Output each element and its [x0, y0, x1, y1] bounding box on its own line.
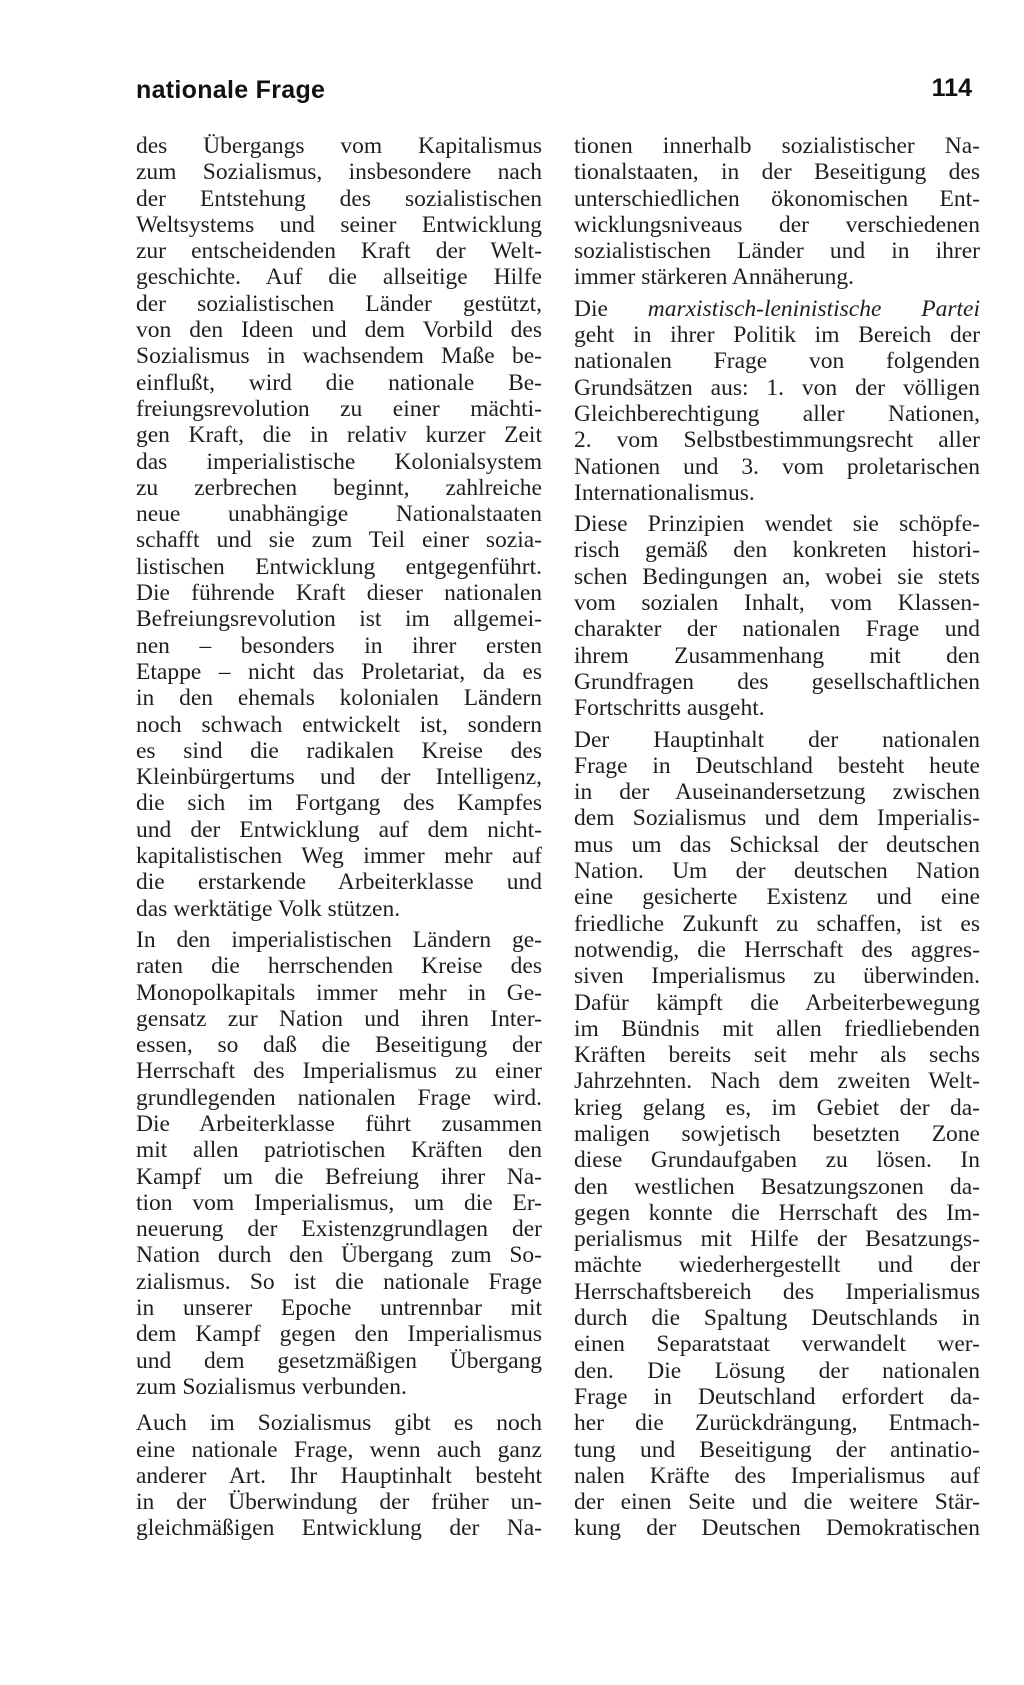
text-line: In den imperialistischen Ländern ge-	[136, 926, 542, 953]
text-line: tionalstaaten, in der Beseitigung des	[574, 159, 980, 186]
right-column	[574, 133, 980, 1542]
text-line: zu zerbrechen beginnt, zahlreiche	[136, 474, 542, 501]
text-line: vom sozialen Inhalt, vom Klassen-	[574, 590, 980, 617]
text-line: gleichmäßigen Entwicklung der Na-	[136, 1515, 542, 1542]
text-line: mit allen patriotischen Kräften den	[136, 1137, 542, 1164]
text-line: krieg gelang es, im Gebiet der da-	[574, 1094, 980, 1121]
text-line: charakter der nationalen Frage und	[574, 616, 980, 643]
text-line: Nation durch den Übergang zum So-	[136, 1242, 542, 1269]
text-line: Auch im Sozialismus gibt es noch	[136, 1410, 542, 1437]
text-line: gen Kraft, die in relativ kurzer Zeit	[136, 422, 542, 449]
text-line: Fortschritts ausgeht.	[574, 695, 765, 722]
text-line: es sind die radikalen Kreise des	[136, 737, 542, 764]
text-line: zum Sozialismus, insbesondere nach	[136, 159, 542, 186]
text-line: geschichte. Auf die allseitige Hilfe	[136, 264, 542, 291]
text-line: siven Imperialismus zu überwinden.	[574, 963, 980, 990]
text-line: im Bündnis mit allen friedliebenden	[574, 1015, 980, 1042]
paragraph	[136, 1410, 542, 1541]
text-line: risch gemäß den konkreten histori-	[574, 537, 980, 564]
text-line: Herrschaft des Imperialismus zu einer	[136, 1058, 542, 1085]
text-line: einen Separatstaat verwandelt wer-	[574, 1331, 980, 1358]
text-line: grundlegenden nationalen Frage wird.	[136, 1084, 542, 1111]
text-line: mus um das Schicksal der deutschen	[574, 831, 980, 858]
text-line: unterschiedlichen ökonomischen Ent-	[574, 185, 980, 212]
text-line: Etappe – nicht das Proletariat, da es	[136, 658, 542, 685]
text-line: tung und Beseitigung der antinatio-	[574, 1436, 980, 1463]
text-line: der sozialistischen Länder gestützt,	[136, 290, 542, 317]
paragraph	[574, 133, 980, 291]
text-line: den. Die Lösung der nationalen	[574, 1357, 980, 1384]
running-title: nationale Frage	[136, 76, 326, 104]
text-line: nationalen Frage von folgenden	[574, 348, 980, 375]
text-line: Die marxistisch-leninistische Partei	[574, 295, 980, 322]
text-line: kung der Deutschen Demokratischen	[574, 1515, 980, 1542]
text-line: Jahrzehnten. Nach dem zweiten Welt-	[574, 1068, 980, 1095]
text-line: geht in ihrer Politik im Bereich der	[574, 322, 980, 349]
text-line: Frage in Deutschland besteht heute	[574, 752, 980, 779]
emphasis: marxistisch-leninistische Partei	[647, 295, 980, 322]
text-line: der einen Seite und die weitere Stär-	[574, 1489, 980, 1516]
text-line: durch die Spaltung Deutschlands in	[574, 1305, 980, 1332]
text-line: Nation. Um der deutschen Nation	[574, 858, 980, 885]
text-line: immer stärkeren Annäherung.	[574, 264, 854, 291]
text-line: Nationen und 3. vom proletarischen	[574, 453, 980, 480]
text-line: zur entscheidenden Kraft der Welt-	[136, 238, 542, 265]
text-line: ihrem Zusammenhang mit den	[574, 642, 980, 669]
text-line: noch schwach entwickelt ist, sondern	[136, 711, 542, 738]
text-line: essen, so daß die Beseitigung der	[136, 1032, 542, 1059]
text-line: in der Auseinandersetzung zwischen	[574, 779, 980, 806]
text-line: und der Entwicklung auf dem nicht-	[136, 816, 542, 843]
text-line: nen – besonders in ihrer ersten	[136, 632, 542, 659]
text-line: dem Kampf gegen den Imperialismus	[136, 1321, 542, 1348]
text-line: das werktätige Volk stützen.	[136, 895, 401, 922]
text-line: neue unabhängige Nationalstaaten	[136, 501, 542, 528]
text-line: friedliche Zukunft zu schaffen, ist es	[574, 910, 980, 937]
text-line: Grundfragen des gesellschaftlichen	[574, 668, 980, 695]
text-line: von den Ideen und dem Vorbild des	[136, 317, 542, 344]
text-line: zum Sozialismus verbunden.	[136, 1373, 407, 1400]
text-line: Internationalismus.	[574, 479, 755, 506]
text-line: 2. vom Selbstbestimmungsrecht aller	[574, 427, 980, 454]
text-line: Kampf um die Befreiung ihrer Na-	[136, 1163, 542, 1190]
text-line: das imperialistische Kolonialsystem	[136, 448, 542, 475]
text-line: Die führende Kraft dieser nationalen	[136, 580, 542, 607]
text-line: her die Zurückdrängung, Entmach-	[574, 1410, 980, 1437]
left-column	[136, 133, 542, 1542]
text-line: eine nationale Frage, wenn auch ganz	[136, 1436, 542, 1463]
text-line: zialismus. So ist die nationale Frage	[136, 1268, 542, 1295]
text-line: Kräften bereits seit mehr als sechs	[574, 1042, 980, 1069]
text-line: die sich im Fortgang des Kampfes	[136, 790, 542, 817]
page-number: 114	[931, 74, 972, 102]
text-line: Herrschaftsbereich des Imperialismus	[574, 1278, 980, 1305]
text-line: die erstarkende Arbeiterklasse und	[136, 869, 542, 896]
text-line: dem Sozialismus und dem Imperialis-	[574, 805, 980, 832]
text-line: mächte wiederhergestellt und der	[574, 1252, 980, 1279]
text-line: nalen Kräfte des Imperialismus auf	[574, 1462, 980, 1489]
text-line: neuerung der Existenzgrundlagen der	[136, 1216, 542, 1243]
text-line: listischen Entwicklung entgegenführt.	[136, 553, 542, 580]
paragraph	[136, 133, 542, 922]
text-line: Monopolkapitals immer mehr in Ge-	[136, 979, 542, 1006]
text-line: Die Arbeiterklasse führt zusammen	[136, 1110, 542, 1137]
text-line: sozialistischen Länder und in ihrer	[574, 238, 980, 265]
text-line: Befreiungsrevolution ist im allgemei-	[136, 606, 542, 633]
text-line: Diese Prinzipien wendet sie schöpfe-	[574, 511, 980, 538]
text-line: in der Überwindung der früher un-	[136, 1489, 542, 1516]
text-line: einflußt, wird die nationale Be-	[136, 369, 542, 396]
text-line: Der Hauptinhalt der nationalen	[574, 726, 980, 753]
text-line: in unserer Epoche untrennbar mit	[136, 1295, 542, 1322]
paragraph	[574, 511, 980, 721]
text-line: anderer Art. Ihr Hauptinhalt besteht	[136, 1462, 542, 1489]
text-line: diese Grundaufgaben zu lösen. In	[574, 1147, 980, 1174]
text-line: des Übergangs vom Kapitalismus	[136, 133, 542, 159]
text-line: raten die herrschenden Kreise des	[136, 953, 542, 980]
page-header	[136, 76, 972, 116]
text-line: Kleinbürgertums und der Intelligenz,	[136, 764, 542, 791]
text-line: eine gesicherte Existenz und eine	[574, 884, 980, 911]
text-line: Frage in Deutschland erfordert da-	[574, 1383, 980, 1410]
text-line: in den ehemals kolonialen Ländern	[136, 685, 542, 712]
text-line: schen Bedingungen an, wobei sie stets	[574, 563, 980, 590]
text-line: schafft und sie zum Teil einer sozia-	[136, 527, 542, 554]
text-line: Gleichberechtigung aller Nationen,	[574, 400, 980, 427]
paragraph	[574, 727, 980, 1542]
text-line: freiungsrevolution zu einer mächti-	[136, 395, 542, 422]
text-line: und dem gesetzmäßigen Übergang	[136, 1347, 542, 1374]
text-line: Weltsystems und seiner Entwicklung	[136, 211, 542, 238]
paragraph	[574, 296, 980, 506]
text-line: der Entstehung des sozialistischen	[136, 185, 542, 212]
text-line: gegen konnte die Herrschaft des Im-	[574, 1199, 980, 1226]
text-line: tionen innerhalb sozialistischer Na-	[574, 133, 980, 159]
text-line: Sozialismus in wachsendem Maße be-	[136, 343, 542, 370]
text-line: maligen sowjetisch besetzten Zone	[574, 1120, 980, 1147]
text-line: Grundsätzen aus: 1. von der völligen	[574, 374, 980, 401]
text-line: den westlichen Besatzungszonen da-	[574, 1173, 980, 1200]
text-line: wicklungsniveaus der verschiedenen	[574, 211, 980, 238]
text-line: Dafür kämpft die Arbeiterbewegung	[574, 989, 980, 1016]
text-line: kapitalistischen Weg immer mehr auf	[136, 843, 542, 870]
paragraph	[136, 927, 542, 1400]
text-line: perialismus mit Hilfe der Besatzungs-	[574, 1226, 980, 1253]
text-line: notwendig, die Herrschaft des aggres-	[574, 936, 980, 963]
text-line: tion vom Imperialismus, um die Er-	[136, 1189, 542, 1216]
text-line: gensatz zur Nation und ihren Inter-	[136, 1005, 542, 1032]
